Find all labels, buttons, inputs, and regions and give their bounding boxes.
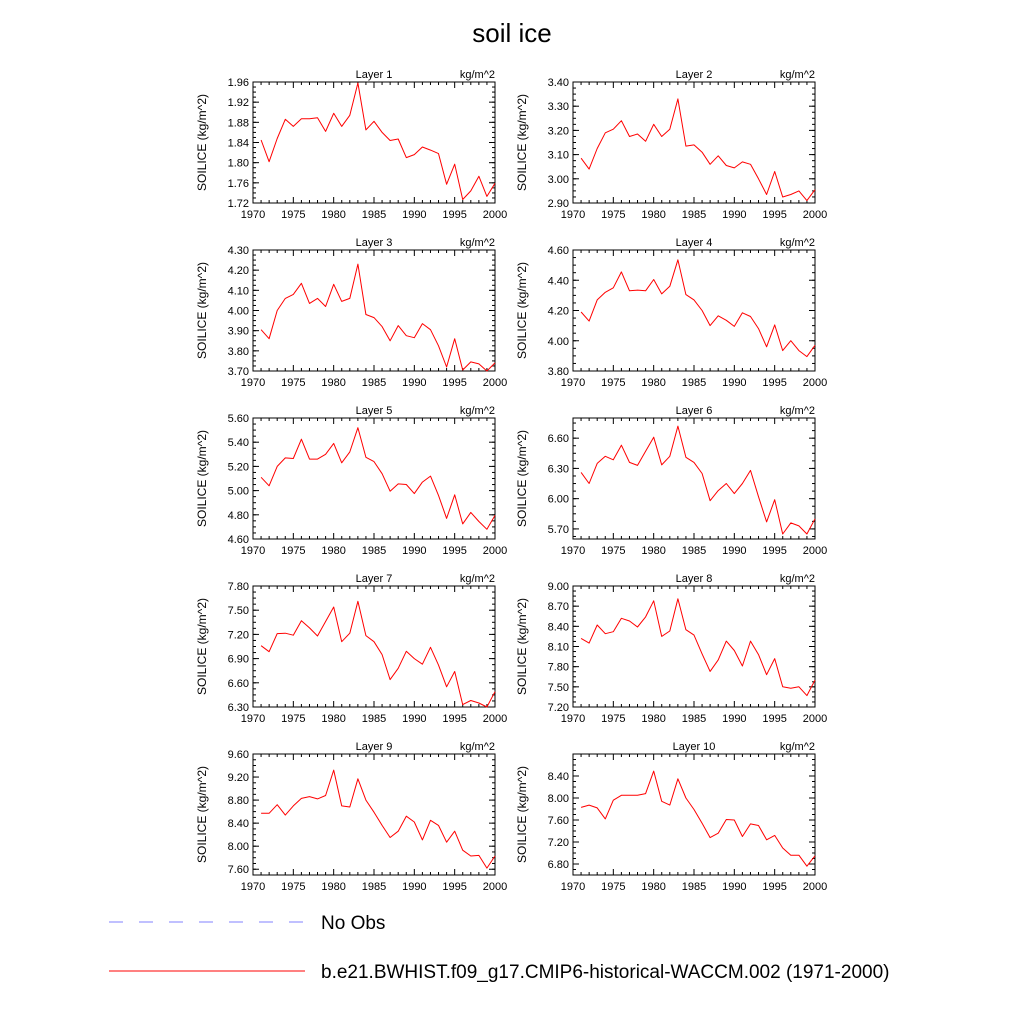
y-axis-label: SOILICE (kg/m^2) <box>515 430 529 527</box>
y-axis-label: SOILICE (kg/m^2) <box>195 430 209 527</box>
x-tick-label: 1970 <box>240 713 266 725</box>
panel-layer-1 <box>195 69 507 221</box>
y-tick-label: 5.00 <box>227 485 249 498</box>
x-tick-label: 1980 <box>321 881 346 893</box>
x-tick-label: 1990 <box>402 209 427 221</box>
x-tick-label: 1990 <box>722 713 747 725</box>
y-tick-label: 6.80 <box>547 859 569 871</box>
x-tick-label: 1990 <box>402 713 427 725</box>
y-axis-label: SOILICE (kg/m^2) <box>515 262 529 359</box>
x-tick-label: 1995 <box>762 713 787 725</box>
panel-title: Layer 8 <box>675 573 713 585</box>
x-tick-label: 2000 <box>802 881 828 893</box>
x-tick-label: 1985 <box>361 881 387 893</box>
y-tick-label: 7.50 <box>547 681 569 694</box>
x-tick-label: 1990 <box>722 377 747 389</box>
y-tick-label: 9.20 <box>227 772 249 785</box>
y-tick-label: 6.60 <box>227 677 249 690</box>
y-tick-label: 5.20 <box>227 461 249 474</box>
x-tick-label: 1980 <box>641 545 666 557</box>
y-tick-label: 6.00 <box>547 493 569 506</box>
x-tick-label: 1990 <box>402 545 427 557</box>
y-tick-label: 3.80 <box>547 366 569 378</box>
x-tick-label: 1990 <box>722 545 747 557</box>
x-tick-label: 1970 <box>240 209 266 221</box>
y-tick-label: 5.40 <box>227 437 249 450</box>
y-tick-label: 7.60 <box>547 815 569 827</box>
y-tick-label: 1.84 <box>227 137 249 150</box>
x-tick-label: 2000 <box>482 881 508 893</box>
plot-frame <box>573 754 815 875</box>
x-tick-label: 1995 <box>762 209 787 221</box>
y-tick-label: 1.76 <box>227 177 249 190</box>
y-tick-label: 2.90 <box>547 198 569 210</box>
panel-layer-9 <box>195 741 507 893</box>
plot-frame <box>573 250 815 371</box>
x-tick-label: 1995 <box>442 377 467 389</box>
x-tick-label: 1985 <box>681 209 707 221</box>
x-tick-label: 1980 <box>641 713 666 725</box>
x-tick-label: 1985 <box>681 377 707 389</box>
y-axis-label: SOILICE (kg/m^2) <box>195 766 209 863</box>
panel-units: kg/m^2 <box>779 573 815 585</box>
panel-units: kg/m^2 <box>779 237 815 249</box>
panel-title: Layer 3 <box>355 237 393 249</box>
x-tick-label: 2000 <box>482 209 508 221</box>
panel-title: Layer 4 <box>675 237 713 249</box>
panel-title: Layer 2 <box>675 69 713 81</box>
y-tick-label: 8.40 <box>547 621 569 634</box>
panel-layer-8 <box>515 573 827 725</box>
x-tick-label: 1990 <box>722 881 747 893</box>
x-tick-label: 1975 <box>601 881 626 893</box>
y-tick-label: 8.10 <box>547 641 569 654</box>
y-tick-label: 7.20 <box>547 837 569 849</box>
x-tick-label: 2000 <box>482 545 508 557</box>
panel-layer-4 <box>515 237 827 389</box>
x-tick-label: 1980 <box>321 377 346 389</box>
panel-units: kg/m^2 <box>459 741 495 753</box>
panel-units: kg/m^2 <box>459 237 495 249</box>
series-line-layer-9 <box>261 770 495 868</box>
series-line-layer-3 <box>261 264 495 371</box>
x-tick-label: 1985 <box>681 545 707 557</box>
y-tick-label: 5.60 <box>227 413 249 425</box>
x-tick-label: 1985 <box>361 377 387 389</box>
y-axis-label: SOILICE (kg/m^2) <box>515 94 529 191</box>
x-tick-label: 1975 <box>281 713 306 725</box>
y-tick-label: 7.80 <box>547 661 569 674</box>
x-tick-label: 1975 <box>601 545 626 557</box>
y-tick-label: 4.10 <box>227 285 249 298</box>
y-tick-label: 4.30 <box>227 245 249 257</box>
x-tick-label: 1985 <box>361 545 387 557</box>
x-tick-label: 1990 <box>722 209 747 221</box>
panel-units: kg/m^2 <box>779 405 815 417</box>
y-axis-label: SOILICE (kg/m^2) <box>195 262 209 359</box>
x-tick-label: 1975 <box>601 209 626 221</box>
y-tick-label: 8.70 <box>547 601 569 614</box>
series-line-layer-7 <box>261 601 495 707</box>
panel-title: Layer 5 <box>355 405 393 417</box>
legend-label: b.e21.BWHIST.f09_g17.CMIP6-historical-WACCM.002 (1971-2000) <box>321 962 890 983</box>
y-axis-label: SOILICE (kg/m^2) <box>195 598 209 695</box>
panel-title: Layer 6 <box>675 405 713 417</box>
y-tick-label: 3.70 <box>227 366 249 378</box>
y-tick-label: 6.60 <box>547 433 569 446</box>
y-tick-label: 8.40 <box>227 818 249 831</box>
y-tick-label: 7.20 <box>227 629 249 642</box>
x-tick-label: 1980 <box>321 545 346 557</box>
plot-frame <box>253 82 495 203</box>
plot-frame <box>573 586 815 707</box>
y-tick-label: 4.20 <box>227 265 249 278</box>
panel-title: Layer 9 <box>355 741 393 753</box>
panel-units: kg/m^2 <box>459 573 495 585</box>
legend <box>109 913 889 983</box>
series-line-layer-6 <box>581 426 815 534</box>
x-tick-label: 1975 <box>601 377 626 389</box>
panel-title: Layer 7 <box>355 573 393 585</box>
y-tick-label: 8.80 <box>227 795 249 808</box>
y-tick-label: 3.00 <box>547 173 569 186</box>
y-tick-label: 8.40 <box>547 771 569 783</box>
y-tick-label: 1.96 <box>227 77 249 89</box>
y-tick-label: 3.80 <box>227 345 249 358</box>
x-tick-label: 1980 <box>641 377 666 389</box>
x-tick-label: 1970 <box>560 209 586 221</box>
panel-layer-5 <box>195 405 507 557</box>
x-tick-label: 1980 <box>321 209 346 221</box>
x-tick-label: 1970 <box>240 545 266 557</box>
y-tick-label: 1.92 <box>227 97 249 110</box>
y-tick-label: 6.90 <box>227 653 249 666</box>
x-tick-label: 1985 <box>681 713 707 725</box>
y-tick-label: 4.40 <box>547 275 569 288</box>
x-tick-label: 1975 <box>281 209 306 221</box>
y-tick-label: 4.00 <box>547 335 569 348</box>
y-tick-label: 7.60 <box>227 864 249 877</box>
y-tick-label: 7.80 <box>227 581 249 593</box>
y-tick-label: 8.00 <box>227 841 249 854</box>
plot-frame <box>253 418 495 539</box>
y-tick-label: 9.60 <box>227 749 249 761</box>
y-tick-label: 7.20 <box>547 702 569 714</box>
x-tick-label: 1980 <box>641 881 666 893</box>
y-tick-label: 3.10 <box>547 149 569 162</box>
x-tick-label: 1970 <box>560 881 586 893</box>
x-tick-label: 1970 <box>240 377 266 389</box>
x-tick-label: 2000 <box>802 209 828 221</box>
series-line-layer-8 <box>581 599 815 696</box>
x-tick-label: 1970 <box>560 545 586 557</box>
legend-label: No Obs <box>321 913 386 934</box>
x-tick-label: 1980 <box>641 209 666 221</box>
x-tick-label: 2000 <box>802 545 828 557</box>
y-tick-label: 4.60 <box>547 245 569 257</box>
x-tick-label: 1985 <box>681 881 707 893</box>
x-tick-label: 2000 <box>482 713 508 725</box>
x-tick-label: 1970 <box>560 713 586 725</box>
y-axis-label: SOILICE (kg/m^2) <box>515 598 529 695</box>
panel-layer-6 <box>515 405 827 557</box>
y-tick-label: 3.90 <box>227 325 249 338</box>
y-tick-label: 9.00 <box>547 581 569 593</box>
y-tick-label: 5.70 <box>547 523 569 536</box>
y-tick-label: 8.00 <box>547 793 569 805</box>
x-tick-label: 1975 <box>281 377 306 389</box>
y-tick-label: 3.40 <box>547 77 569 89</box>
y-tick-label: 4.20 <box>547 305 569 318</box>
panel-units: kg/m^2 <box>779 69 815 81</box>
figure-title: soil ice <box>472 18 552 48</box>
plot-frame <box>573 418 815 539</box>
series-line-layer-10 <box>581 771 815 866</box>
panel-title: Layer 1 <box>355 69 393 81</box>
panel-units: kg/m^2 <box>459 69 495 81</box>
y-tick-label: 1.88 <box>227 117 249 130</box>
y-tick-label: 4.00 <box>227 305 249 318</box>
x-tick-label: 1995 <box>442 209 467 221</box>
x-tick-label: 1995 <box>442 545 467 557</box>
panel-layer-2 <box>515 69 827 221</box>
panel-grid <box>195 69 827 893</box>
x-tick-label: 2000 <box>482 377 508 389</box>
x-tick-label: 1975 <box>281 545 306 557</box>
x-tick-label: 1995 <box>762 545 787 557</box>
y-tick-label: 1.80 <box>227 157 249 170</box>
y-axis-label: SOILICE (kg/m^2) <box>195 94 209 191</box>
panel-layer-7 <box>195 573 507 725</box>
x-tick-label: 1990 <box>402 881 427 893</box>
x-tick-label: 1970 <box>240 881 266 893</box>
x-tick-label: 1990 <box>402 377 427 389</box>
y-tick-label: 4.60 <box>227 534 249 546</box>
x-tick-label: 1975 <box>601 713 626 725</box>
plot-frame <box>253 754 495 875</box>
x-tick-label: 2000 <box>802 377 828 389</box>
panel-units: kg/m^2 <box>459 405 495 417</box>
x-tick-label: 1980 <box>321 713 346 725</box>
x-tick-label: 1985 <box>361 209 387 221</box>
y-tick-label: 3.20 <box>547 125 569 138</box>
y-tick-label: 4.80 <box>227 509 249 522</box>
x-tick-label: 1995 <box>762 377 787 389</box>
panel-layer-10 <box>515 741 827 893</box>
x-tick-label: 1985 <box>361 713 387 725</box>
y-tick-label: 7.50 <box>227 605 249 618</box>
x-tick-label: 1995 <box>442 713 467 725</box>
y-tick-label: 3.30 <box>547 101 569 114</box>
series-line-layer-5 <box>261 428 495 530</box>
y-axis-label: SOILICE (kg/m^2) <box>515 766 529 863</box>
x-tick-label: 1970 <box>560 377 586 389</box>
series-line-layer-4 <box>581 260 815 357</box>
panel-title: Layer 10 <box>672 741 716 753</box>
panel-units: kg/m^2 <box>779 741 815 753</box>
y-tick-label: 1.72 <box>227 198 249 210</box>
panel-layer-3 <box>195 237 507 389</box>
y-tick-label: 6.30 <box>547 463 569 476</box>
x-tick-label: 1975 <box>281 881 306 893</box>
x-tick-label: 2000 <box>802 713 828 725</box>
x-tick-label: 1995 <box>762 881 787 893</box>
series-line-layer-1 <box>261 83 495 200</box>
y-tick-label: 6.30 <box>227 702 249 714</box>
series-line-layer-2 <box>581 99 815 201</box>
x-tick-label: 1995 <box>442 881 467 893</box>
